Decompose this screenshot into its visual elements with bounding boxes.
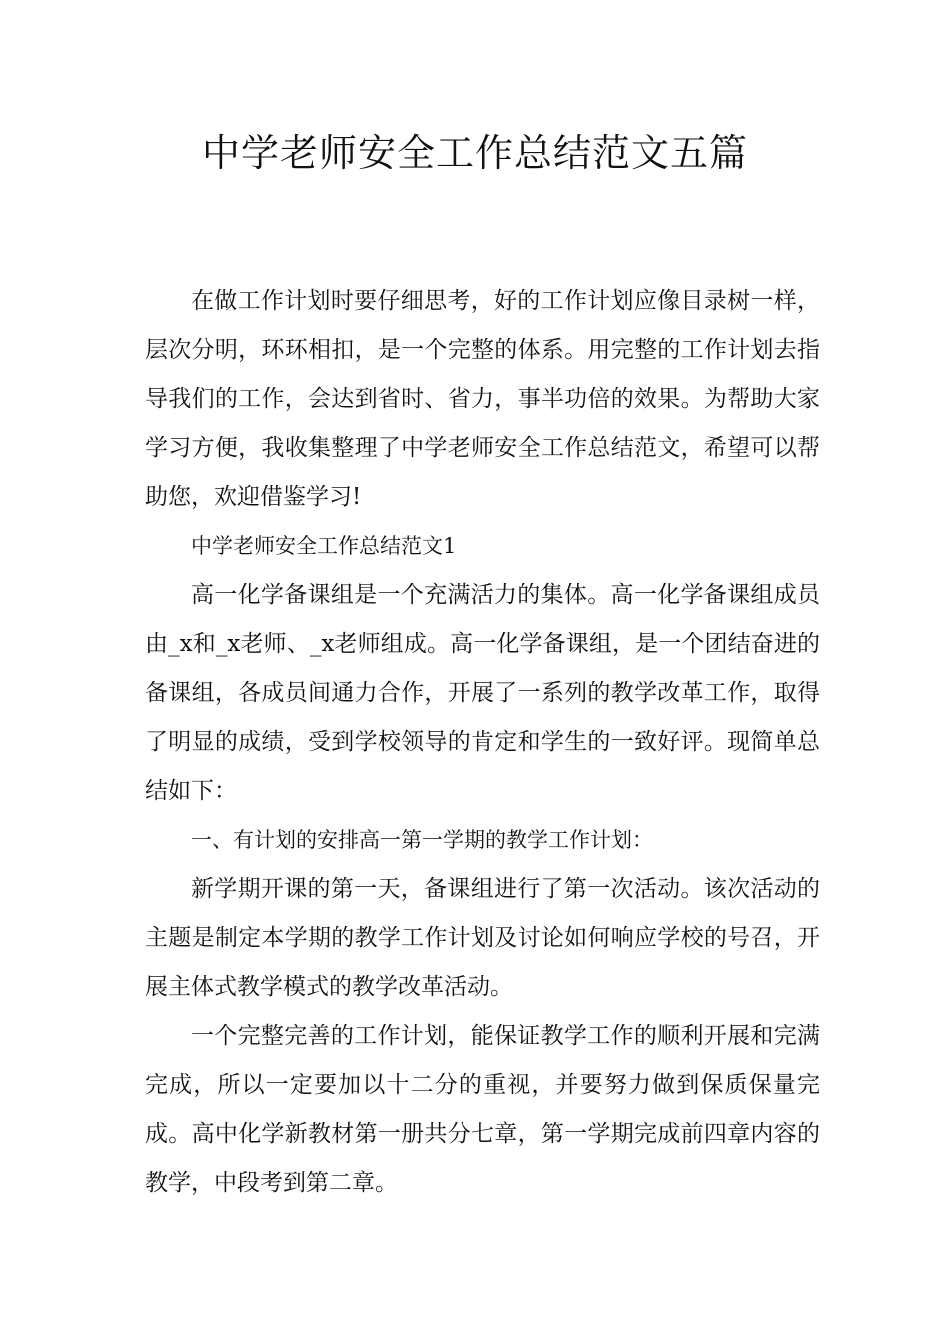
intro-paragraph: 在做工作计划时要仔细思考，好的工作计划应像目录树一样，层次分明，环环相扣，是一个完整的体系。用完整的工作计划去指导我们的工作，会达到省时、省力，事半功倍的效果。为帮助大家学习方便，我收集整理了中学老师安全工作总结范文，希望可以帮助您，欢迎借鉴学习! [145, 288, 820, 510]
body-paragraph: 高一化学备课组是一个充满活力的集体。高一化学备课组成员由_x和_x老师、_x老师组成。高一化学备课组，是一个团结奋进的备课组，各成员间通力合作，开展了一系列的教学改革工作，取得了明显的成绩，受到学校领导的肯定和学生的一致好评。现简单总结如下： [145, 582, 820, 804]
document-title: 中学老师安全工作总结范文五篇 [201, 131, 748, 175]
document-body [145, 277, 820, 1208]
body-paragraph: 一个完整完善的工作计划，能保证教学工作的顺利开展和完满完成，所以一定要加以十二分的重视，并要努力做到保质保量完成。高中化学新教材第一册共分七章，第一学期完成前四章内容的教学，中段考到第二章。 [145, 1023, 820, 1196]
body-paragraph: 新学期开课的第一天，备课组进行了第一次活动。该次活动的主题是制定本学期的教学工作计划及讨论如何响应学校的号召，开展主体式教学模式的教学改革活动。 [145, 876, 820, 1000]
subsection-heading: 一、有计划的安排高一第一学期的教学工作计划： [191, 828, 653, 852]
section-heading: 中学老师安全工作总结范文1 [191, 534, 457, 558]
